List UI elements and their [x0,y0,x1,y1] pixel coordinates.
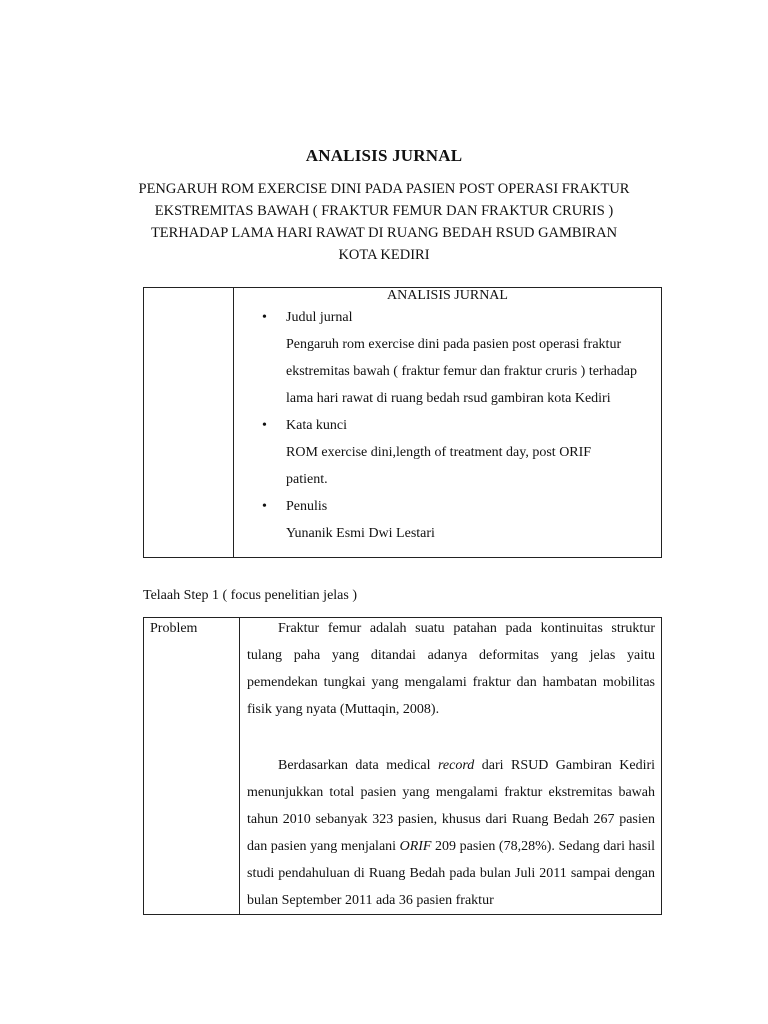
analysis-table-content-cell [234,288,662,558]
problem-content-cell [240,618,662,915]
subtitle-line: EKSTREMITAS BAWAH ( FRAKTUR FEMUR DAN FRAKTUR CRURIS ) [154,203,614,219]
bullet-icon: • [262,418,267,433]
subtitle-line: PENGARUH ROM EXERCISE DINI PADA PASIEN POST OPERASI FRAKTUR [138,181,630,197]
list-item-label: Judul jurnal [286,310,353,325]
bullet-icon: • [262,499,267,514]
list-item-title [234,304,661,331]
list-item-text: Pengaruh rom exercise dini pada pasien post operasi fraktur [286,337,622,352]
list-item-label: Penulis [286,499,328,514]
paragraph-text: Berdasarkan data medical [278,758,438,773]
subtitle-line: KOTA KEDIRI [338,247,430,263]
step1-caption: Telaah Step 1 ( focus penelitian jelas ) [143,588,357,603]
document-subtitle [120,178,648,266]
list-item-text: ekstremitas bawah ( fraktur femur dan fraktur cruris ) terhadap [286,364,638,379]
analysis-table-empty-cell [144,288,234,558]
step1-table-row [144,618,662,915]
list-item-author [234,493,661,520]
subtitle-line: TERHADAP LAMA HARI RAWAT DI RUANG BEDAH RSUD GAMBIRAN [150,225,618,241]
list-item-label: Kata kunci [286,418,348,433]
problem-paragraph-1: Fraktur femur adalah suatu patahan pada kontinuitas struktur tulang paha yang ditandai adanya deformitas yang jelas yaitu pemendekan tungkai yang mengalami fraktur dan hambatan mobilitas fisik yang nyata (Muttaqin, 2008). [247,621,655,717]
paragraph-gap [240,723,661,750]
step1-table [143,617,662,915]
analysis-table-row [144,288,662,558]
analysis-table [143,287,662,558]
problem-label-cell [144,618,240,915]
list-item-text: ROM exercise dini,length of treatment day, post ORIF [286,445,592,460]
problem-paragraph-2 [240,752,661,914]
paragraph-text: 209 pasien (78,28%). Sedang dari hasil studi pendahuluan di Ruang Bedah pada bulan Juli 2011 sampai dengan bulan September 2011 ada 36 pasien fraktur [247,839,655,908]
list-item-keywords [234,412,661,439]
list-item-text: Yunanik Esmi Dwi Lestari [286,526,435,541]
paragraph-text: dari RSUD Gambiran Kediri menunjukkan total pasien yang mengalami fraktur ekstremitas bawah tahun 2010 sebanyak 323 pasien, khusus dari Ruang Bedah 267 pasien dan pasien yang menjalani [247,758,656,854]
document-title: ANALISIS JURNAL [305,146,463,165]
list-item-text: patient. [286,472,328,487]
paragraph-italic: record [438,758,475,773]
bullet-icon: • [262,310,267,325]
problem-label: Problem [150,621,198,636]
list-item-text: lama hari rawat di ruang bedah rsud gambiran kota Kediri [286,391,611,406]
analysis-table-header: ANALISIS JURNAL [387,288,508,303]
paragraph-italic: ORIF [399,839,432,854]
